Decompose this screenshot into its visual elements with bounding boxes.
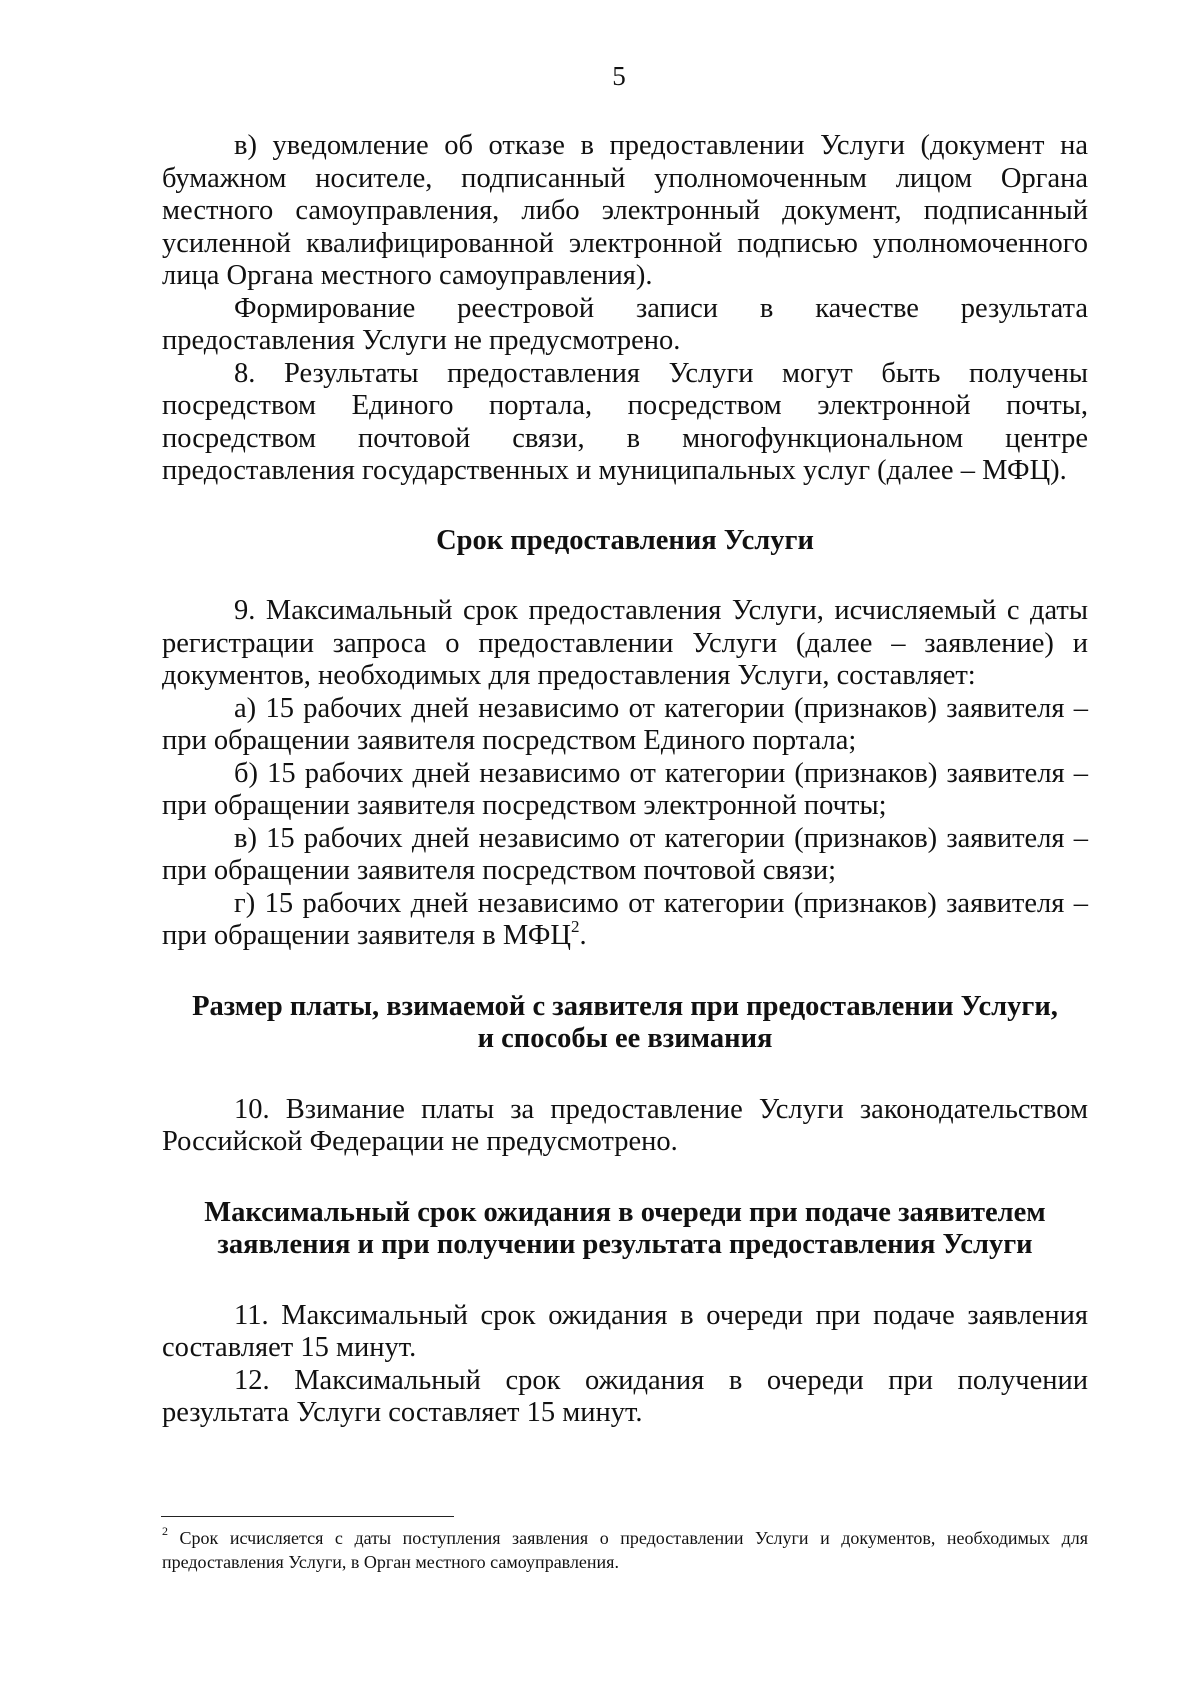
section-heading-queue-line-2: заявления и при получении результата предоставления Услуги — [217, 1229, 1033, 1260]
page-number: 5 — [612, 61, 626, 91]
footnote-text: Срок исчисляется с даты поступления заявления о предоставлении Услуги и документов, необходимых для предоставления Услуги, в Орган местного самоуправления. — [162, 1528, 1088, 1572]
paragraph-11-queue-submission: 11. Максимальный срок ожидания в очереди при подаче заявления составляет 15 минут. — [162, 1299, 1088, 1363]
paragraph-registry-record: Формирование реестровой записи в качестве результата предоставления Услуги не предусмотрено. — [162, 292, 1088, 356]
footnote-reference[interactable]: 2 — [570, 916, 580, 936]
section-heading-term: Срок предоставления Услуги — [436, 524, 814, 556]
document-body — [162, 130, 1088, 1430]
paragraph-9v-post: в) 15 рабочих дней независимо от категории (признаков) заявителя – при обращении заявителя посредством почтовой связи; — [162, 822, 1088, 886]
paragraph-9g-end: . — [579, 920, 587, 951]
paragraph-9g-mfc — [162, 888, 1088, 953]
paragraph-9b-email: б) 15 рабочих дней независимо от категории (признаков) заявителя – при обращении заявителя посредством электронной почты; — [162, 757, 1088, 821]
footnote-marker: 2 — [162, 1524, 168, 1538]
section-heading-queue-line-1: Максимальный срок ожидания в очереди при подаче заявителем — [204, 1196, 1046, 1228]
footnote — [162, 1526, 1088, 1574]
paragraph-9-max-term: 9. Максимальный срок предоставления Услуги, исчисляемый с даты регистрации запроса о предоставлении Услуги (далее – заявление) и документов, необходимых для предоставления Услуги, составляет: — [162, 595, 1088, 691]
paragraph-9a-portal: а) 15 рабочих дней независимо от категории (признаков) заявителя – при обращении заявителя посредством Единого портала; — [162, 692, 1088, 756]
section-heading-fee-line-1: Размер платы, взимаемой с заявителя при предоставлении Услуги, — [192, 990, 1058, 1022]
section-heading-fee-line-2: и способы ее взимания — [477, 1023, 773, 1054]
paragraph-12-queue-result: 12. Максимальный срок ожидания в очереди при получении результата Услуги составляет 15 минут. — [162, 1364, 1088, 1428]
paragraph-10-fee: 10. Взимание платы за предоставление Услуги законодательством Российской Федерации не предусмотрено. — [162, 1093, 1088, 1157]
paragraph-8-result-channels: 8. Результаты предоставления Услуги могут быть получены посредством Единого портала, посредством электронной почты, посредством почтовой связи, в многофункциональном центре предоставления государственных и муниципальных услуг (далее – МФЦ). — [162, 357, 1088, 486]
footnote-separator — [161, 1516, 454, 1517]
paragraph-9g-text: г) 15 рабочих дней независимо от категории (признаков) заявителя – при обращении заявителя в МФЦ — [162, 887, 1088, 951]
paragraph-refusal-notice: в) уведомление об отказе в предоставлении Услуги (документ на бумажном носителе, подписанный уполномоченным лицом Органа местного самоуправления, либо электронный документ, подписанный усиленной квалифицированной электронной подписью уполномоченного лица Органа местного самоуправления). — [162, 130, 1088, 291]
